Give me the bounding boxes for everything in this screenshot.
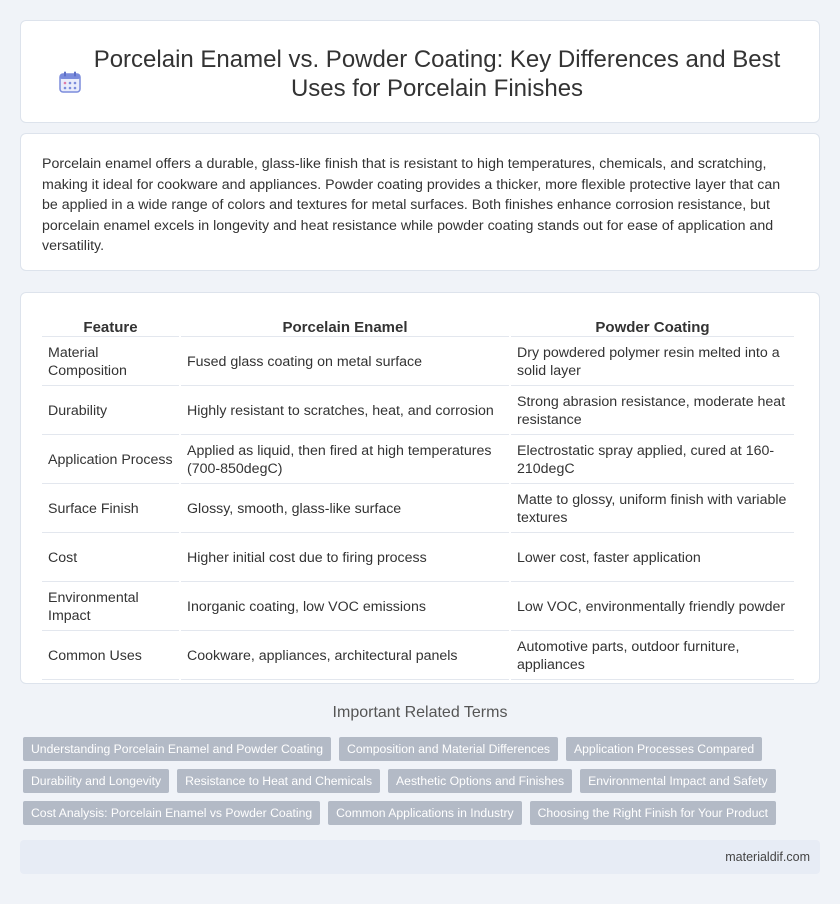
title-card xyxy=(20,20,820,123)
feature-cell: Surface Finish xyxy=(42,486,179,533)
table-row xyxy=(42,339,794,386)
related-term-tag[interactable]: Understanding Porcelain Enamel and Powder Coating xyxy=(23,737,331,761)
related-term-tag[interactable]: Common Applications in Industry xyxy=(328,801,521,825)
table-row xyxy=(42,535,794,582)
porcelain-cell: Fused glass coating on metal surface xyxy=(181,339,509,386)
feature-cell: Cost xyxy=(42,535,179,582)
feature-cell: Application Process xyxy=(42,437,179,484)
powder-cell: Dry powdered polymer resin melted into a solid layer xyxy=(511,339,794,386)
porcelain-cell: Cookware, appliances, architectural panels xyxy=(181,633,509,680)
table-row xyxy=(42,388,794,435)
comparison-table xyxy=(40,315,796,682)
related-terms-heading: Important Related Terms xyxy=(332,704,508,721)
related-term-tag[interactable]: Environmental Impact and Safety xyxy=(580,769,776,793)
title-wrap xyxy=(21,21,819,103)
footer-site-link[interactable]: materialdif.com xyxy=(725,850,810,864)
porcelain-cell: Inorganic coating, low VOC emissions xyxy=(181,584,509,631)
calendar-icon xyxy=(58,70,82,94)
powder-cell: Strong abrasion resistance, moderate heat resistance xyxy=(511,388,794,435)
related-term-tag[interactable]: Durability and Longevity xyxy=(23,769,169,793)
related-terms-list xyxy=(23,737,813,825)
intro-card xyxy=(20,133,820,271)
powder-cell: Lower cost, faster application xyxy=(511,535,794,582)
feature-cell: Environmental Impact xyxy=(42,584,179,631)
header-powder-coating: Powder Coating xyxy=(511,317,794,337)
related-term-tag[interactable]: Application Processes Compared xyxy=(566,737,762,761)
feature-cell: Common Uses xyxy=(42,633,179,680)
table-row xyxy=(42,584,794,631)
related-term-tag[interactable]: Composition and Material Differences xyxy=(339,737,558,761)
porcelain-cell: Highly resistant to scratches, heat, and corrosion xyxy=(181,388,509,435)
related-term-tag[interactable]: Cost Analysis: Porcelain Enamel vs Powder Coating xyxy=(23,801,320,825)
feature-cell: Durability xyxy=(42,388,179,435)
powder-cell: Electrostatic spray applied, cured at 160-210degC xyxy=(511,437,794,484)
footer xyxy=(20,840,820,874)
powder-cell: Matte to glossy, uniform finish with variable textures xyxy=(511,486,794,533)
table-row xyxy=(42,486,794,533)
porcelain-cell: Higher initial cost due to firing process xyxy=(181,535,509,582)
porcelain-cell: Applied as liquid, then fired at high temperatures (700-850degC) xyxy=(181,437,509,484)
table-row xyxy=(42,437,794,484)
powder-cell: Automotive parts, outdoor furniture, appliances xyxy=(511,633,794,680)
related-term-tag[interactable]: Resistance to Heat and Chemicals xyxy=(177,769,380,793)
table-header-row xyxy=(42,317,794,337)
page-title: Porcelain Enamel vs. Powder Coating: Key Differences and Best Uses for Porcelain Finishes xyxy=(93,46,781,102)
porcelain-cell: Glossy, smooth, glass-like surface xyxy=(181,486,509,533)
header-porcelain-enamel: Porcelain Enamel xyxy=(181,317,509,337)
intro-paragraph: Porcelain enamel offers a durable, glass-like finish that is resistant to high temperatures, chemicals, and scratching, making it ideal for cookware and appliances. Powder coating provides a thicker, more flexible protective layer that can be applied in a wide range of colors and textures for metal surfaces. Both finishes enhance corrosion resistance, but porcelain enamel excels in longevity and heat resistance while powder coating stands out for ease of application and versatility. xyxy=(42,156,781,254)
table-row xyxy=(42,633,794,680)
feature-cell: Material Composition xyxy=(42,339,179,386)
related-term-tag[interactable]: Aesthetic Options and Finishes xyxy=(388,769,572,793)
comparison-table-card xyxy=(20,292,820,684)
header-feature: Feature xyxy=(42,317,179,337)
powder-cell: Low VOC, environmentally friendly powder xyxy=(511,584,794,631)
related-term-tag[interactable]: Choosing the Right Finish for Your Product xyxy=(530,801,776,825)
